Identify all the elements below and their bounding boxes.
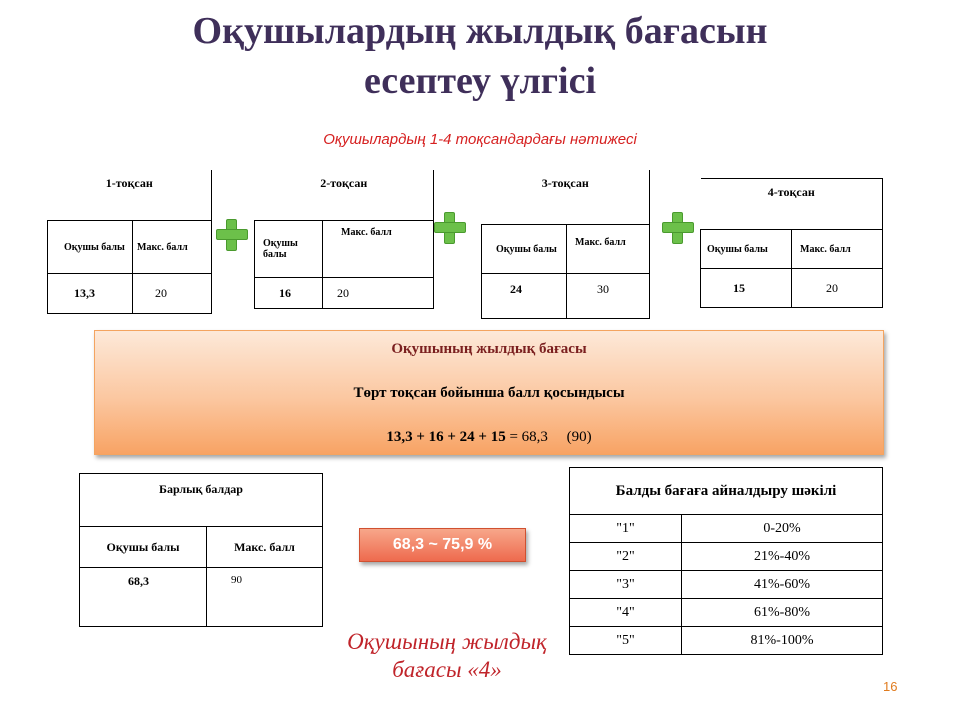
grade-scale-table	[569, 467, 883, 655]
grade-cell: "3"	[570, 571, 682, 599]
range-cell: 61%-80%	[682, 599, 883, 627]
max-score-value: 20	[323, 278, 434, 309]
page-number: 16	[883, 679, 898, 694]
student-score-label: Оқушы балы	[255, 221, 323, 278]
range-cell: 21%-40%	[682, 543, 883, 571]
student-score-label: Оқушы балы	[482, 225, 567, 274]
table-row	[570, 543, 883, 571]
quarter-name: 4-тоқсан	[701, 179, 883, 230]
grade-cell: "1"	[570, 515, 682, 543]
max-score-label: Макс. балл	[133, 221, 212, 274]
student-score-value: 15	[701, 269, 792, 308]
final-grade-text	[322, 628, 572, 684]
sum-label: Төрт тоқсан бойынша балл қосындысы	[353, 385, 625, 401]
grade-cell: "5"	[570, 627, 682, 655]
title-line-1: Оқушылардың жылдық бағасын	[192, 10, 768, 52]
table-row	[570, 627, 883, 655]
student-score-label: Оқушы балы	[48, 221, 133, 274]
max-score-value: 30	[567, 274, 650, 319]
percent-range-badge: 68,3 ~ 75,9 %	[359, 528, 526, 562]
table-row	[570, 515, 883, 543]
max-score-value: 20	[133, 274, 212, 314]
range-cell: 0-20%	[682, 515, 883, 543]
table-row	[570, 571, 883, 599]
sum-formula	[95, 429, 883, 446]
student-score-value: 16	[255, 278, 323, 309]
slide-title	[0, 6, 960, 106]
total-table-title: Барлық балдар	[80, 474, 323, 527]
quarter-name: 3-тоқсан	[482, 170, 650, 225]
final-grade-line-1: Оқушының жылдық	[347, 629, 547, 654]
quarter-4-table	[700, 178, 883, 308]
quarter-name: 1-тоқсан	[48, 170, 212, 221]
title-line-2: есептеу үлгісі	[363, 60, 597, 102]
student-score-label: Оқушы балы	[80, 527, 207, 568]
annual-grade-box	[94, 330, 884, 455]
quarter-name: 2-тоқсан	[255, 170, 434, 221]
max-score-label: Макс. балл	[792, 230, 883, 269]
max-score-value: 20	[792, 269, 883, 308]
scale-title: Балды бағаға айналдыру шәкілі	[570, 468, 883, 515]
quarter-1-table	[47, 170, 212, 314]
table-row	[570, 599, 883, 627]
formula-result: = 68,3 (90)	[505, 429, 592, 445]
plus-icon	[662, 212, 692, 242]
grade-cell: "4"	[570, 599, 682, 627]
annual-grade-heading: Оқушының жылдық бағасы	[391, 341, 587, 357]
max-score-value: 90	[207, 568, 323, 627]
final-grade-line-2: бағасы «4»	[392, 657, 502, 682]
quarter-3-table	[481, 170, 650, 319]
student-score-value: 24	[482, 274, 567, 319]
max-score-label: Макс. балл	[567, 225, 650, 274]
student-score-label: Оқушы балы	[701, 230, 792, 269]
range-cell: 41%-60%	[682, 571, 883, 599]
formula-terms: 13,3 + 16 + 24 + 15	[386, 429, 506, 445]
range-cell: 81%-100%	[682, 627, 883, 655]
max-score-label: Макс. балл	[207, 527, 323, 568]
total-scores-table	[79, 473, 323, 627]
max-score-label: Макс. балл	[323, 221, 434, 278]
grade-cell: "2"	[570, 543, 682, 571]
student-score-value: 68,3	[80, 568, 207, 627]
student-score-value: 13,3	[48, 274, 133, 314]
plus-icon	[434, 212, 464, 242]
plus-icon	[216, 219, 246, 249]
quarter-2-table	[254, 170, 434, 309]
results-subtitle: Оқушылардың 1-4 тоқсандардағы нәтижесі	[323, 131, 637, 148]
